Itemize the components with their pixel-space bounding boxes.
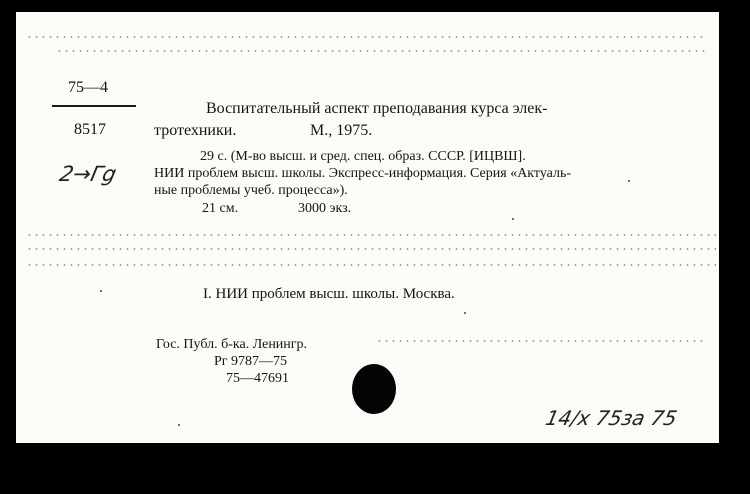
title-line-1: Воспитательный аспект преподавания курса элек- [206,100,548,117]
description-line-2: НИИ проблем высш. школы. Экспресс-информация. Серия «Актуаль- [154,166,572,181]
scan-speck [100,290,102,292]
scan-noise-line [26,264,716,266]
handwritten-note-bottom-right: 14/x 75за 75 [543,406,680,430]
scan-speck [512,218,514,220]
scan-noise-line [56,50,706,52]
call-number-divider [52,105,136,107]
scan-speck [464,312,466,314]
handwritten-note-left: 2→Гg [57,162,119,186]
call-number-bottom: 8517 [74,121,106,138]
punch-hole [352,364,396,414]
scan-speck [628,180,630,182]
title-line-2: тротехники. [154,122,237,139]
library-line-2: Рг 9787—75 [214,354,288,369]
scan-noise-line [26,36,706,38]
scan-noise-line [376,340,706,342]
catalog-card [16,12,719,443]
description-line-3: ные проблемы учеб. процесса»). [154,183,348,198]
added-entry: I. НИИ проблем высш. школы. Москва. [203,286,455,302]
copies: 3000 экз. [298,201,352,216]
description-line-1: 29 с. (М-во высш. и сред. спец. образ. СССР. [ИЦВШ]. [200,149,526,164]
scan-noise-line [26,248,716,250]
scan-noise-line [26,234,716,236]
scan-speck [178,424,180,426]
imprint: М., 1975. [310,122,373,139]
call-number-top: 75—4 [68,79,108,96]
library-line-1: Гос. Публ. б-ка. Ленингр. [156,337,308,352]
library-line-3: 75—47691 [226,371,289,386]
size: 21 см. [202,201,239,216]
